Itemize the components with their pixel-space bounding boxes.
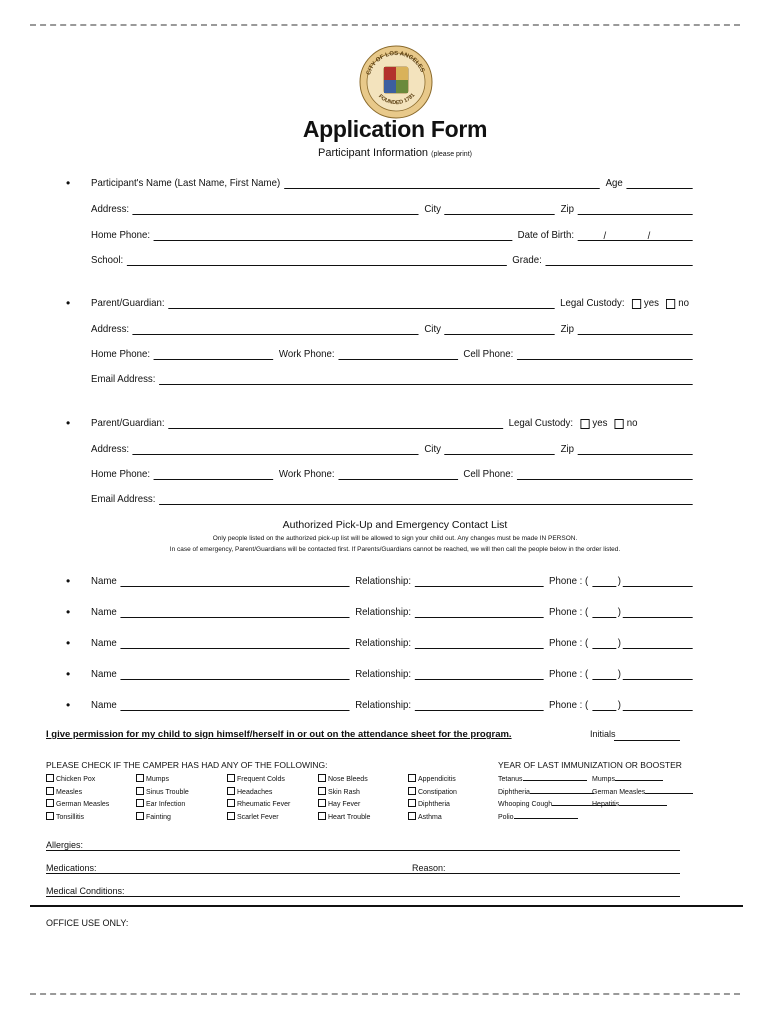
bullet-guardian-2: • — [66, 416, 71, 430]
condition-item[interactable] — [408, 812, 442, 821]
condition-checkbox[interactable] — [46, 774, 54, 782]
immunization-item — [592, 774, 663, 783]
guardian2-email-field[interactable] — [159, 493, 693, 505]
immunization-label: Tetanus — [498, 776, 523, 783]
pickup-phone-field[interactable] — [623, 637, 693, 649]
immunization-label: Diphtheria — [498, 788, 530, 796]
medications-field[interactable] — [46, 873, 680, 874]
school-field[interactable] — [127, 254, 507, 266]
bullet-participant: • — [66, 176, 71, 190]
pickup-name-label: Name — [91, 699, 117, 711]
condition-item[interactable] — [408, 787, 457, 796]
office-divider — [30, 905, 743, 907]
pickup-phone-field[interactable] — [623, 575, 693, 587]
guardian2-cell-phone-field[interactable] — [517, 468, 693, 480]
pickup-phone-field[interactable] — [623, 668, 693, 680]
condition-label: Nose Bleeds — [328, 776, 368, 783]
city-seal-icon — [359, 45, 433, 119]
condition-checkbox[interactable] — [46, 799, 54, 807]
guardian2-row: Parent/Guardian: Legal Custody: yes no — [91, 417, 638, 429]
bullet-pickup: • — [66, 636, 71, 650]
immunization-label: Polio — [498, 813, 514, 821]
condition-label: German Measles — [56, 801, 110, 808]
pickup-area-code-field[interactable] — [592, 699, 616, 711]
condition-item[interactable] — [136, 799, 185, 808]
condition-item[interactable] — [227, 774, 285, 783]
participant-phone-row: Home Phone: Date of Birth: / / — [91, 227, 693, 241]
guardian1-work-phone-field[interactable] — [338, 348, 458, 360]
pickup-name-field[interactable] — [120, 699, 349, 711]
pickup-relationship-field[interactable] — [415, 637, 544, 649]
guardian1-address-field[interactable] — [133, 323, 419, 335]
participant-school-row: School: Grade: — [91, 252, 693, 266]
guardian1-city-field[interactable] — [445, 323, 555, 335]
condition-label: Sinus Trouble — [146, 788, 189, 796]
condition-item[interactable] — [318, 799, 360, 808]
immunization-heading: YEAR OF LAST IMMUNIZATION OR BOOSTER — [498, 760, 682, 770]
pickup-phone-field[interactable] — [623, 699, 693, 711]
participant-name-row: Participant's Name (Last Name, First Name) Age — [91, 175, 693, 189]
condition-checkbox[interactable] — [136, 812, 144, 820]
immunization-year-field[interactable] — [514, 812, 578, 819]
condition-label: Tonsillitis — [56, 813, 85, 821]
condition-item[interactable] — [408, 799, 450, 808]
condition-checkbox[interactable] — [46, 812, 54, 820]
condition-checkbox[interactable] — [408, 812, 416, 820]
immunization-item — [498, 774, 587, 783]
pickup-relationship-label: Relationship: — [355, 575, 412, 587]
immunization-year-field[interactable] — [530, 787, 594, 794]
pickup-name-label: Name — [91, 668, 117, 680]
pickup-name-field[interactable] — [120, 637, 349, 649]
condition-item[interactable] — [318, 787, 360, 796]
condition-item[interactable] — [136, 787, 189, 796]
immunization-item — [592, 787, 693, 796]
pickup-phone-label: Phone : ( — [549, 606, 589, 618]
form-title: Application Form — [302, 116, 488, 142]
immunization-year-field[interactable] — [615, 774, 663, 781]
condition-checkbox[interactable] — [318, 812, 326, 820]
pickup-phone-label: Phone : ( — [549, 668, 589, 680]
pickup-relationship-field[interactable] — [415, 606, 544, 618]
condition-checkbox[interactable] — [136, 787, 144, 795]
bullet-pickup: • — [66, 698, 71, 712]
immunization-item — [498, 787, 594, 796]
form-subtitle: Participant Information (please print) — [318, 147, 472, 159]
guardian2-city-field[interactable] — [445, 443, 555, 455]
condition-item[interactable] — [46, 774, 95, 783]
svg-text:CITY OF LOS ANGELES: CITY OF LOS ANGELES — [365, 50, 426, 76]
pickup-relationship-field[interactable] — [415, 575, 544, 587]
immunization-year-field[interactable] — [619, 799, 667, 806]
conditions-heading: PLEASE CHECK IF THE CAMPER HAS HAD ANY OF THE FOLLOWING: — [46, 760, 328, 770]
condition-label: Heart Trouble — [328, 813, 371, 821]
guardian2-address-row: Address: City Zip — [91, 441, 693, 455]
guardian1-custody-yes-checkbox[interactable] — [632, 299, 641, 309]
condition-label: Scarlet Fever — [237, 813, 279, 821]
participant-zip-field[interactable] — [578, 203, 693, 215]
participant-name-field[interactable] — [284, 177, 600, 189]
guardian1-phone-row: Home Phone: Work Phone: Cell Phone: — [91, 346, 693, 360]
condition-label: Mumps — [146, 776, 169, 783]
guardian2-phone-row: Home Phone: Work Phone: Cell Phone: — [91, 466, 693, 480]
guardian2-custody-yes-checkbox[interactable] — [580, 419, 589, 429]
pickup-area-code-field[interactable] — [592, 575, 616, 587]
immunization-label: Whooping Cough — [498, 801, 553, 808]
pickup-area-code-field[interactable] — [592, 668, 616, 680]
bullet-pickup: • — [66, 605, 71, 619]
condition-label: Rheumatic Fever — [237, 801, 291, 808]
immunization-year-field[interactable] — [523, 774, 587, 781]
condition-item[interactable] — [46, 799, 109, 808]
guardian1-email-row: Email Address: — [91, 371, 693, 385]
condition-item[interactable] — [136, 774, 169, 783]
pickup-phone-close: ) — [617, 575, 621, 587]
pickup-area-code-field[interactable] — [592, 606, 616, 618]
condition-label: Diphtheria — [418, 801, 450, 808]
immunization-label: German Measles — [592, 788, 646, 796]
condition-label: Headaches — [237, 788, 273, 796]
condition-label: Fainting — [146, 813, 171, 821]
condition-label: Hay Fever — [328, 801, 361, 808]
medical-conditions-label: Medical Conditions: — [46, 886, 125, 896]
pickup-relationship-label: Relationship: — [355, 637, 412, 649]
pickup-phone-close: ) — [617, 637, 621, 649]
immunization-label: Mumps — [592, 776, 615, 783]
condition-checkbox[interactable] — [318, 799, 326, 807]
condition-item[interactable] — [318, 812, 370, 821]
medical-conditions-field[interactable] — [46, 896, 680, 897]
condition-checkbox[interactable] — [227, 774, 235, 782]
pickup-name-field[interactable] — [120, 668, 349, 680]
condition-checkbox[interactable] — [318, 774, 326, 782]
immunization-item — [592, 799, 667, 808]
pickup-row — [91, 573, 693, 587]
pickup-relationship-label: Relationship: — [355, 606, 412, 618]
immunization-label: Hepatitis — [592, 801, 620, 808]
pickup-name-field[interactable] — [120, 606, 349, 618]
condition-item[interactable] — [46, 812, 84, 821]
initials-label: Initials — [590, 729, 616, 739]
condition-checkbox[interactable] — [46, 787, 54, 795]
office-use-label: OFFICE USE ONLY: — [46, 918, 129, 928]
pickup-phone-field[interactable] — [623, 606, 693, 618]
pickup-area-code-field[interactable] — [592, 637, 616, 649]
guardian2-email-row: Email Address: — [91, 491, 693, 505]
guardian1-custody-no-checkbox[interactable] — [666, 299, 675, 309]
pickup-row — [91, 666, 693, 680]
condition-item[interactable] — [408, 774, 456, 783]
initials-field[interactable] — [614, 740, 680, 741]
pickup-phone-label: Phone : ( — [549, 637, 589, 649]
pickup-name-field[interactable] — [120, 575, 349, 587]
guardian2-zip-field[interactable] — [578, 443, 693, 455]
condition-label: Constipation — [418, 788, 457, 796]
pickup-relationship-label: Relationship: — [355, 699, 412, 711]
guardian1-email-field[interactable] — [159, 373, 693, 385]
guardian2-name-field[interactable] — [168, 417, 503, 429]
condition-item[interactable] — [227, 799, 290, 808]
pickup-note-1: Only people listed on the authorized pick-up list will be allowed to sign your child out. Any changes must be made IN PERSON. — [212, 535, 578, 542]
medications-label: Medications: — [46, 863, 97, 873]
bullet-guardian-1: • — [66, 296, 71, 310]
bottom-cut-line — [30, 993, 740, 995]
condition-checkbox[interactable] — [227, 799, 235, 807]
condition-label: Skin Rash — [328, 788, 360, 796]
guardian1-address-row: Address: City Zip — [91, 321, 693, 335]
condition-item[interactable] — [227, 812, 279, 821]
condition-checkbox[interactable] — [136, 799, 144, 807]
participant-address-row: Address: City Zip — [91, 201, 693, 215]
age-field[interactable] — [626, 177, 692, 189]
participant-home-phone-field[interactable] — [154, 229, 512, 241]
condition-label: Measles — [56, 788, 83, 796]
condition-item[interactable] — [318, 774, 368, 783]
grade-field[interactable] — [545, 254, 692, 266]
participant-city-field[interactable] — [445, 203, 555, 215]
guardian2-home-phone-field[interactable] — [154, 468, 274, 480]
allergies-label: Allergies: — [46, 840, 84, 850]
participant-address-field[interactable] — [133, 203, 419, 215]
guardian1-name-field[interactable] — [168, 297, 554, 309]
guardian1-zip-field[interactable] — [578, 323, 693, 335]
pickup-row — [91, 635, 693, 649]
condition-checkbox[interactable] — [136, 774, 144, 782]
svg-text:FOUNDED 1781: FOUNDED 1781 — [377, 92, 417, 107]
guardian1-cell-phone-field[interactable] — [517, 348, 693, 360]
guardian2-custody-no-checkbox[interactable] — [615, 419, 624, 429]
top-cut-line — [30, 24, 740, 26]
condition-checkbox[interactable] — [408, 774, 416, 782]
bullet-pickup: • — [66, 574, 71, 588]
pickup-note-2: In case of emergency, Parent/Guardians will be contacted first. If Parents/Guardians cannot be reached, we will then call the people below in the order listed. — [169, 546, 621, 553]
condition-item[interactable] — [46, 787, 82, 796]
allergies-field[interactable] — [46, 850, 680, 851]
pickup-phone-label: Phone : ( — [549, 699, 589, 711]
reason-label: Reason: — [412, 863, 446, 873]
pickup-row — [91, 697, 693, 711]
condition-label: Appendicitis — [418, 776, 456, 783]
condition-label: Chicken Pox — [56, 776, 96, 783]
guardian1-row: Parent/Guardian: Legal Custody: yes no — [91, 297, 689, 309]
pickup-relationship-field[interactable] — [415, 699, 544, 711]
pickup-relationship-label: Relationship: — [355, 668, 412, 680]
condition-item[interactable] — [136, 812, 171, 821]
condition-checkbox[interactable] — [408, 799, 416, 807]
condition-checkbox[interactable] — [408, 787, 416, 795]
pickup-phone-close: ) — [617, 668, 621, 680]
guardian2-work-phone-field[interactable] — [338, 468, 458, 480]
guardian1-home-phone-field[interactable] — [154, 348, 274, 360]
pickup-phone-close: ) — [617, 606, 621, 618]
dob-field[interactable]: / / — [578, 229, 693, 241]
condition-label: Frequent Colds — [237, 776, 285, 783]
pickup-name-label: Name — [91, 575, 117, 587]
pickup-name-label: Name — [91, 637, 117, 649]
bullet-pickup: • — [66, 667, 71, 681]
pickup-name-label: Name — [91, 606, 117, 618]
pickup-heading: Authorized Pick-Up and Emergency Contact List — [282, 519, 508, 531]
condition-item[interactable] — [227, 787, 272, 796]
immunization-year-field[interactable] — [645, 787, 693, 794]
pickup-phone-label: Phone : ( — [549, 575, 589, 587]
permission-statement: I give permission for my child to sign himself/herself in or out on the attendance sheet for the program. — [46, 729, 512, 740]
guardian2-address-field[interactable] — [133, 443, 419, 455]
condition-label: Asthma — [418, 813, 442, 821]
pickup-phone-close: ) — [617, 699, 621, 711]
pickup-row — [91, 604, 693, 618]
immunization-item — [498, 812, 578, 821]
condition-checkbox[interactable] — [227, 787, 235, 795]
pickup-relationship-field[interactable] — [415, 668, 544, 680]
condition-label: Ear Infection — [146, 801, 186, 808]
condition-checkbox[interactable] — [227, 812, 235, 820]
condition-checkbox[interactable] — [318, 787, 326, 795]
